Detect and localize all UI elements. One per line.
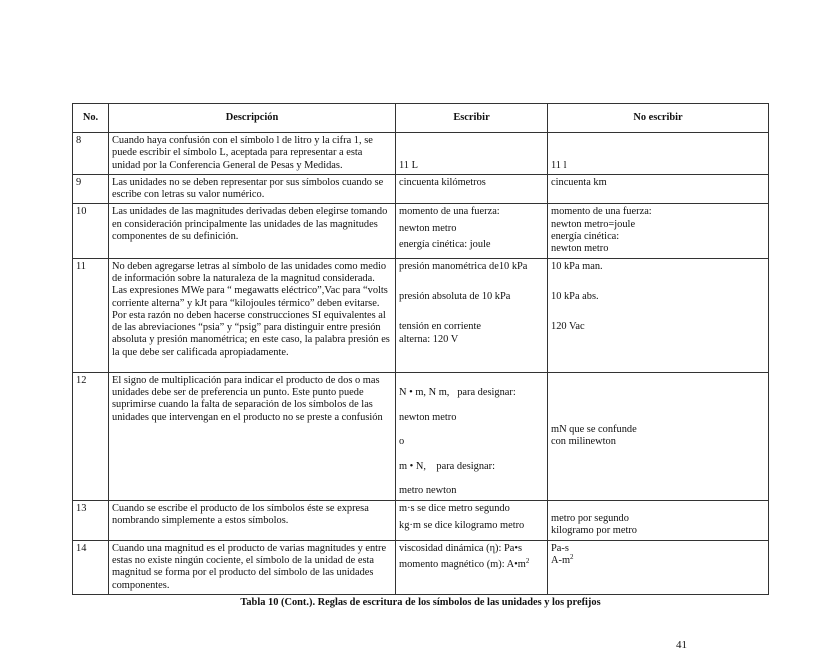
no-escribir-text: cincuenta km [551,176,607,188]
no-escribir-text: 11 l [551,159,567,171]
page-number: 41 [676,639,687,652]
row-description: El signo de multiplicación para indicar el producto de dos o mas unidades debe ser de preferencia un punto. Este punto puede suprimirse cuando la falta de separación de los símbolos de las unidades que intervengan en el producto no se preste a confusión [109,372,396,500]
row-no-escribir [548,204,769,258]
header-no-escribir: No escribir [548,104,769,133]
row-escribir [396,174,548,204]
rules-table [72,103,769,595]
table-row [73,500,769,540]
no-escribir-text: 10 kPa man. [551,260,603,272]
row-number: 8 [73,133,109,175]
escribir-text: cincuenta kilómetros [399,176,486,188]
no-escribir-text: kilogramo por metro [551,525,637,537]
row-number: 12 [73,372,109,500]
row-number: 10 [73,204,109,258]
escribir-text: viscosidad dinámica (η): Pa•s [399,542,523,554]
row-escribir [396,133,548,175]
table-row [73,174,769,204]
escribir-text: N • m, N m, para designar: [399,386,516,398]
escribir-text: kg·m se dice kilogramo metro [399,519,525,531]
row-no-escribir [548,500,769,540]
escribir-text: m·s se dice metro segundo [399,502,510,514]
escribir-text: m • N, para designar: [399,460,495,472]
no-escribir-text: newton metro [551,243,609,255]
escribir-text: momento de una fuerza: [399,206,500,218]
row-description: Las unidades de las magnitudes derivadas deben elegirse tomando en consideración principalmente las unidades de las magnitudes componentes de su definición. [109,204,396,258]
row-description: Cuando se escribe el producto de los símbolos éste se expresa nombrando simplemente a estos símbolos. [109,500,396,540]
escribir-text: presión manométrica de10 kPa [399,260,528,272]
row-no-escribir [548,174,769,204]
row-escribir [396,204,548,258]
row-description: Cuando una magnitud es el producto de varias magnitudes y entre estas no existe ningún cociente, el símbolo de la unidad de esta magnitud se forma por el producto del símbolo de las unidades componentes. [109,540,396,594]
row-no-escribir [548,540,769,594]
no-escribir-text: newton metro=joule [551,218,636,230]
row-number: 9 [73,174,109,204]
row-no-escribir [548,258,769,372]
row-escribir [396,372,548,500]
row-description: Cuando haya confusión con el símbolo l de litro y la cifra 1, se puede escribir el símbolo L, aceptada para representar a esta unidad por la Conferencia General de Pesas y Medidas. [109,133,396,175]
table-caption: Tabla 10 (Cont.). Reglas de escritura de los símbolos de las unidades y los prefijos [240,596,601,608]
table-row [73,204,769,258]
no-escribir-text: Pa-s [551,542,569,554]
page-content [72,103,769,652]
table-row [73,540,769,594]
no-escribir-text: 10 kPa abs. [551,290,599,302]
escribir-text: metro newton [399,485,457,497]
no-escribir-text: energía cinética: [551,231,620,243]
no-escribir-text: momento de una fuerza: [551,206,652,218]
row-no-escribir [548,372,769,500]
header-no: No. [73,104,109,133]
header-descripcion: Descripción [109,104,396,133]
row-number: 11 [73,258,109,372]
escribir-text: presión absoluta de 10 kPa [399,290,511,302]
escribir-text: energía cinética: joule [399,239,491,251]
escribir-text: o [399,436,405,448]
escribir-text: newton metro [399,411,457,423]
no-escribir-text: mN que se confunde con milinewton [551,423,637,448]
escribir-text [399,556,544,571]
row-description: No deben agregarse letras al símbolo de las unidades como medio de información sobre la naturaleza de la magnitud considerada. Las expresiones MWe para “ megawatts eléctrico”,Vac para “volts corriente alterna” y kJt para “kilojoules térmico” deben evitarse. Por esta razón no deben hacerse construcciones SI equivalentes al de las abreviaciones “psia” y “psig” para distinguir entre presión absoluta y presión manométrica; en este caso, la palabra presión es la que debe ser calificada apropiadamente. [109,258,396,372]
row-description: Las unidades no se deben representar por sus símbolos cuando se escribe con letras su valor numérico. [109,174,396,204]
escribir-text: 11 L [399,159,418,171]
table-header [73,104,769,133]
table-row [73,133,769,175]
table-row [73,258,769,372]
no-escribir-text: 120 Vac [551,321,585,333]
row-no-escribir [548,133,769,175]
header-escribir: Escribir [396,104,548,133]
table-row [73,372,769,500]
escribir-unit: momento magnético (m): A•m [399,558,526,570]
no-escribir-unit: A-m [551,554,571,566]
row-number: 14 [73,540,109,594]
row-escribir [396,258,548,372]
escribir-text: tensión en corriente alterna: 120 V [399,321,481,345]
no-escribir-exponent: 2 [570,552,574,561]
escribir-text: newton metro [399,222,457,234]
no-escribir-text [551,552,765,567]
escribir-exponent: 2 [525,556,530,565]
row-number: 13 [73,500,109,540]
row-escribir [396,540,548,594]
no-escribir-text: metro por segundo [551,513,629,525]
row-escribir [396,500,548,540]
